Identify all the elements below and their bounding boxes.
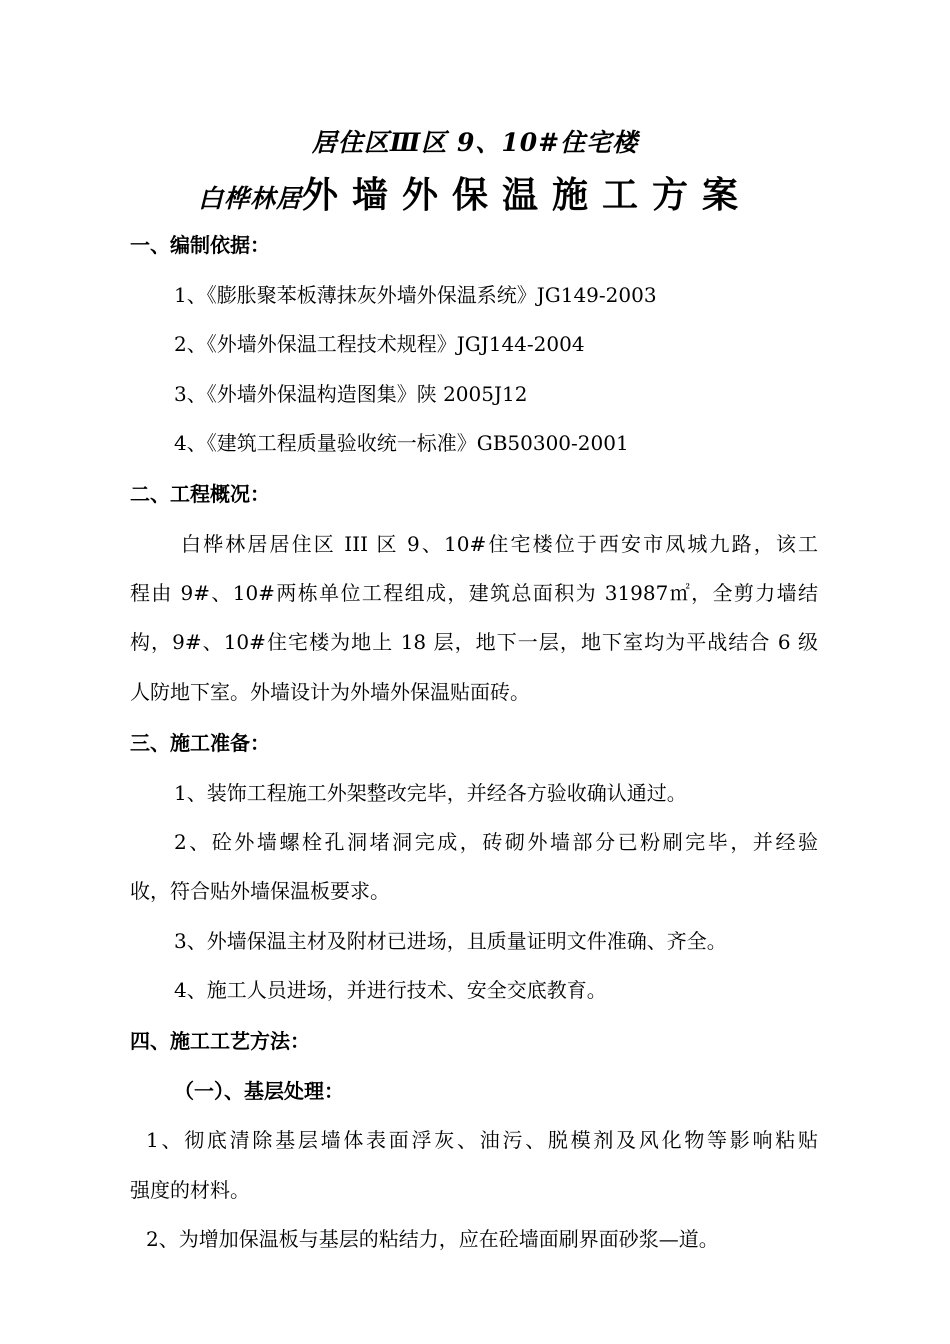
- prep-line-4: 3、外墙保温主材及附材已进场，且质量证明文件准确、齐全。: [174, 929, 727, 953]
- section-heading-basis: 一、编制依据：: [130, 233, 270, 257]
- prep-line-1: 1、装饰工程施工外架整改完毕，并经各方验收确认通过。: [174, 781, 687, 805]
- title-main: 外墙外保温施工方案: [302, 174, 753, 216]
- prep-line-5: 4、施工人员进场，并进行技术、安全交底教育。: [174, 978, 607, 1002]
- section-heading-overview: 二、工程概况：: [130, 482, 270, 506]
- overview-line-4: 人防地下室。外墙设计为外墙外保温贴面砖。: [130, 680, 530, 704]
- overview-line-2: 程由 9#、10#两栋单位工程组成，建筑总面积为 31987㎡，全剪力墙结: [130, 581, 818, 605]
- title-prefix: 白桦林居: [197, 184, 302, 213]
- document-title-line2: [0, 172, 950, 225]
- section-heading-method: 四、施工工艺方法：: [130, 1029, 310, 1053]
- overview-line-1: 白桦林居居住区 III 区 9、10#住宅楼位于西安市凤城九路，该工: [181, 532, 818, 556]
- method-line-3: 2、为增加保温板与基层的粘结力，应在砼墙面刷界面砂浆—道。: [146, 1227, 719, 1251]
- basis-item-1: 1、《膨胀聚苯板薄抹灰外墙外保温系统》JG149-2003: [174, 283, 657, 307]
- basis-item-2: 2、《外墙外保温工程技术规程》JGJ144-2004: [174, 332, 585, 356]
- document-title-line1: 居住区Ⅲ区 9、10#住宅楼: [311, 128, 639, 157]
- basis-item-3: 3、《外墙外保温构造图集》陕 2005J12: [174, 382, 528, 406]
- method-line-1: 1、彻底清除基层墙体表面浮灰、油污、脱模剂及风化物等影响粘贴: [146, 1128, 818, 1152]
- basis-item-4: 4、《建筑工程质量验收统一标准》GB50300-2001: [174, 431, 629, 455]
- prep-line-2: 2、砼外墙螺栓孔洞堵洞完成，砖砌外墙部分已粉刷完毕，并经验: [174, 830, 818, 854]
- subsection-heading-base: （一）、基层处理：: [174, 1079, 344, 1103]
- overview-line-3: 构，9#、10#住宅楼为地上 18 层，地下一层，地下室均为平战结合 6 级: [130, 630, 818, 654]
- prep-line-3: 收，符合贴外墙保温板要求。: [130, 879, 390, 903]
- method-line-2: 强度的材料。: [130, 1178, 250, 1202]
- section-heading-preparation: 三、施工准备：: [130, 731, 270, 755]
